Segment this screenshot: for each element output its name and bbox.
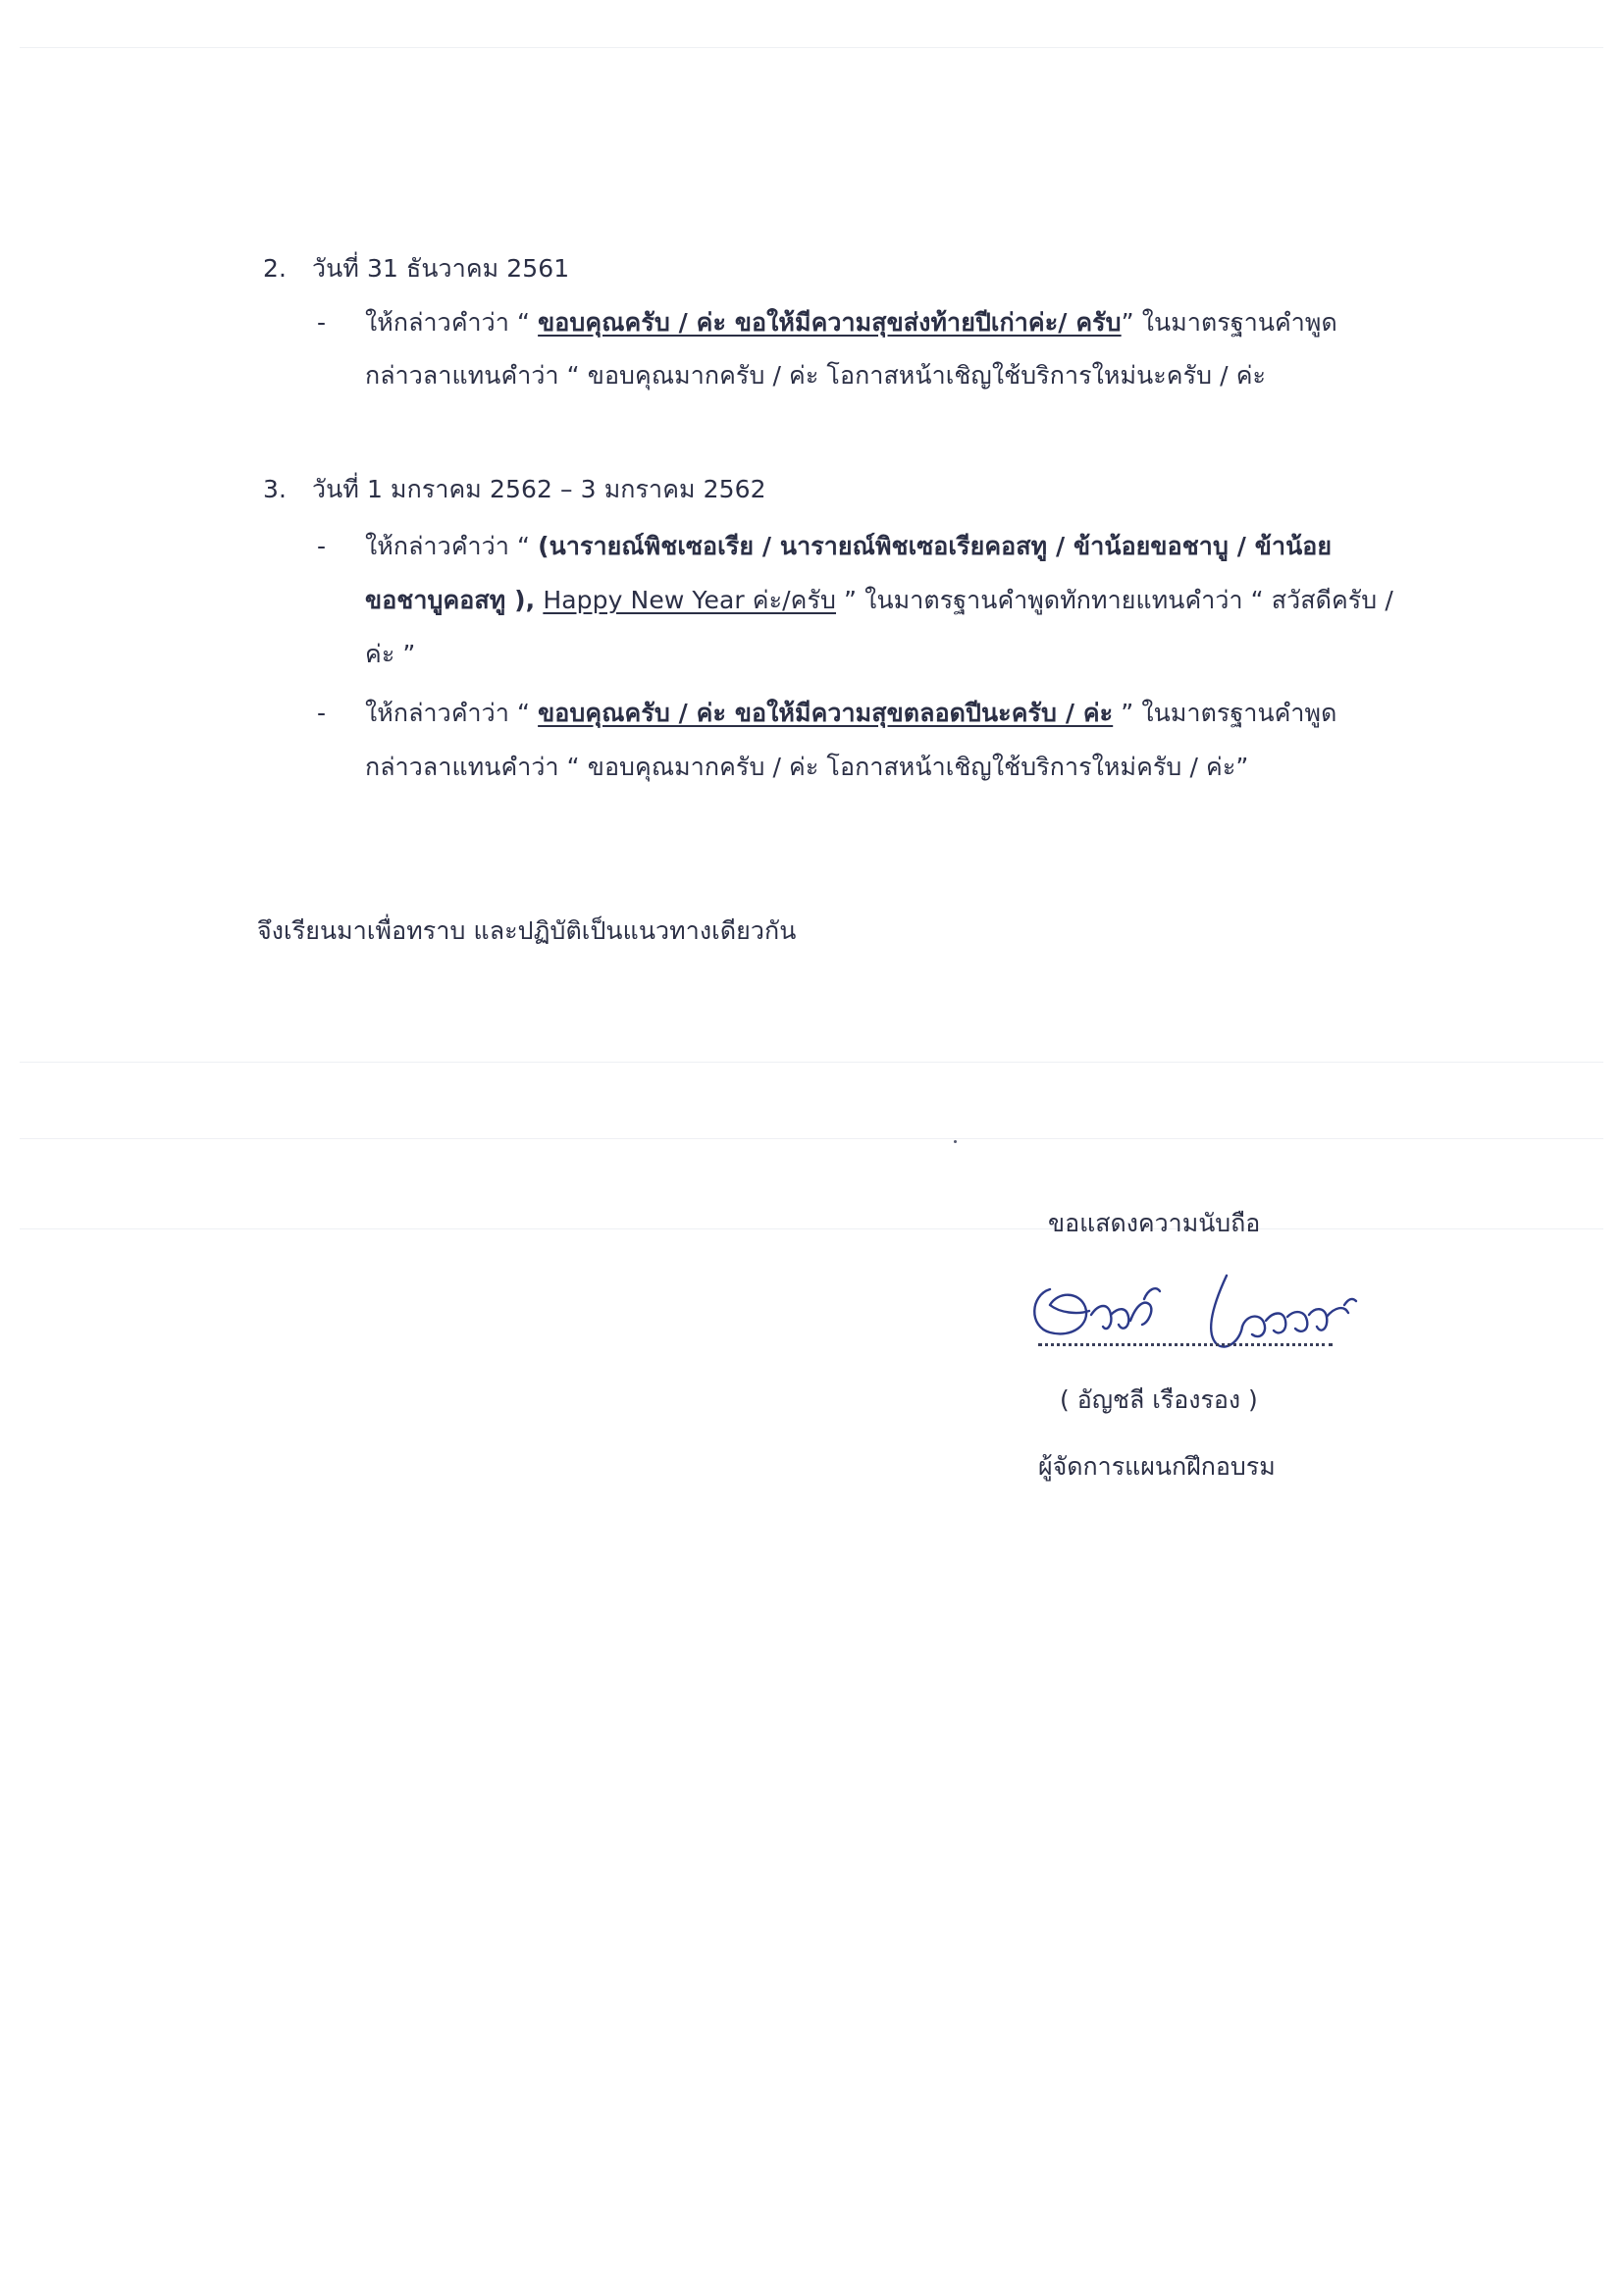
regards-text: ขอแสดงความนับถือ xyxy=(1048,1209,1261,1237)
text-plain: ” ในมาตรฐานคำพูดทักทายแทนคำว่า “ สวัสดีครับ / xyxy=(836,586,1393,614)
text-plain: Happy New Year ค่ะ/ครับ xyxy=(543,586,836,614)
signatory-position: ผู้จัดการแผนกฝึกอบรม xyxy=(1038,1452,1276,1481)
bullet-dash: - xyxy=(317,308,327,337)
text-plain: ให้กล่าวคำว่า “ xyxy=(365,308,539,337)
scan-speck xyxy=(954,1140,957,1143)
text-plain: ” ในมาตรฐานคำพูด xyxy=(1121,308,1337,337)
section-number: 3. xyxy=(263,475,288,503)
text-plain: ให้กล่าวคำว่า “ xyxy=(365,532,539,560)
section-2-line-1 xyxy=(365,306,1337,339)
scan-artifact xyxy=(20,1062,1603,1063)
section-2-line-2: กล่าวลาแทนคำว่า “ ขอบคุณมากครับ / ค่ะ โอกาสหน้าเชิญใช้บริการใหม่นะครับ / ค่ะ xyxy=(365,361,1267,390)
section-heading-text: วันที่ 1 มกราคม 2562 – 3 มกราคม 2562 xyxy=(312,475,766,503)
farewell-phrase: ขอบคุณครับ / ค่ะ ขอให้มีความสุขตลอดปีนะครับ / ค่ะ xyxy=(538,699,1114,727)
signature-dotted-line xyxy=(1038,1343,1333,1346)
happy-new-year-phrase xyxy=(543,586,836,614)
closing-sentence: จึงเรียนมาเพื่อทราบ และปฏิบัติเป็นแนวทางเดียวกัน xyxy=(257,916,797,945)
greeting-phrase: (นารายณ์พิชเซอเรีย / นารายณ์พิชเซอเรียคอสทู / ข้าน้อยขอชาบู / ข้าน้อย xyxy=(538,532,1333,560)
handwritten-signature xyxy=(1021,1256,1374,1364)
greeting-phrase: ขอชาบูคอสทู ), xyxy=(365,586,536,614)
bullet-dash: - xyxy=(317,699,327,727)
section-number: 2. xyxy=(263,254,288,283)
section-3-item-2-line-2: กล่าวลาแทนคำว่า “ ขอบคุณมากครับ / ค่ะ โอกาสหน้าเชิญใช้บริการใหม่ครับ / ค่ะ” xyxy=(365,753,1249,781)
section-3-item-2-line-1 xyxy=(365,697,1336,730)
section-heading-text: วันที่ 31 ธันวาคม 2561 xyxy=(312,254,570,283)
text-plain: ให้กล่าวคำว่า “ xyxy=(365,699,539,727)
scan-artifact xyxy=(20,1138,1603,1139)
section-3-item-1-line-1 xyxy=(365,530,1332,563)
scan-artifact xyxy=(20,47,1603,48)
signatory-name: ( อัญชลี เรืองรอง ) xyxy=(1060,1385,1258,1414)
section-3-item-1-line-2 xyxy=(365,584,1393,617)
greeting-phrase: ขอบคุณครับ / ค่ะ ขอให้มีความสุขส่งท้ายปีเก่าค่ะ/ ครับ xyxy=(538,308,1122,337)
text-plain: ” ในมาตรฐานคำพูด xyxy=(1113,699,1337,727)
scan-artifact xyxy=(20,1228,1603,1229)
section-3-item-1-line-3: ค่ะ ” xyxy=(365,640,416,668)
bullet-dash: - xyxy=(317,532,327,560)
